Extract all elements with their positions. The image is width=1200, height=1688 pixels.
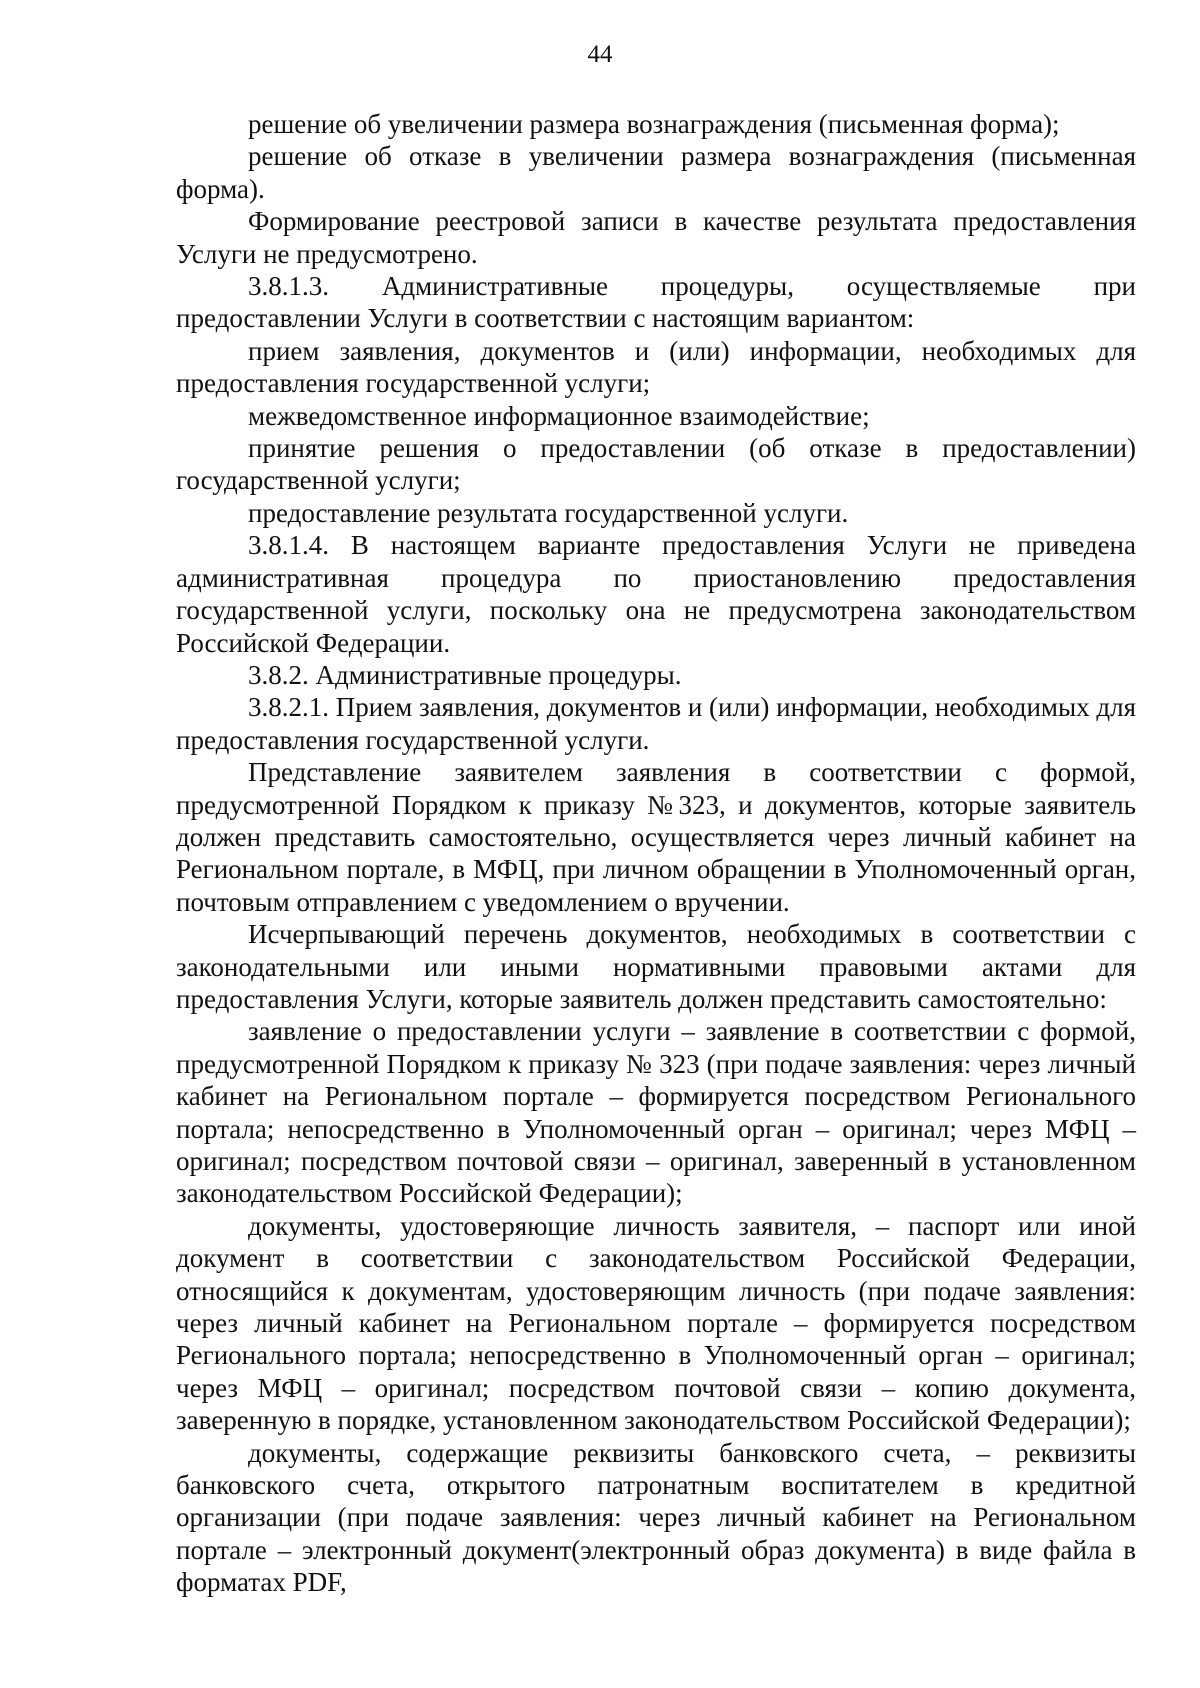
page-number: 44 — [587, 41, 613, 68]
paragraph: документы, содержащие реквизиты банковского счета, – реквизиты банковского счета, открытого патронатным воспитателем в кредитной организации (при подаче заявления: через личный кабинет на Региональном портале – электронный документ(электронный образ документа) в виде файла в форматах PDF, — [176, 1437, 1136, 1598]
paragraph: предоставление результата государственной услуги. — [248, 497, 849, 528]
paragraph: 3.8.1.4. В настоящем варианте предоставления Услуги не приведена административная процедура по приостановлению предоставления государственной услуги, поскольку она не предусмотрена законодательством Российской Федерации. — [176, 530, 1136, 658]
paragraph: решение об увеличении размера вознаграждения (письменная форма); — [248, 109, 1060, 139]
paragraph: 3.8.2. Административные процедуры. — [248, 659, 682, 690]
paragraph: межведомственное информационное взаимодействие; — [248, 400, 870, 431]
paragraph: 3.8.2.1. Прием заявления, документов и (или) информации, необходимых для предоставления государственной услуги. — [176, 692, 1136, 755]
paragraph: решение об отказе в увеличении размера вознаграждения (письменная форма). — [176, 141, 1136, 204]
document-body — [176, 108, 1136, 1599]
paragraph: заявление о предоставлении услуги – заявление в соответствии с формой, предусмотренной Порядком к приказу № 323 (при подаче заявления: через личный кабинет на Региональном портале – формируется посредством Регионального портала; непосредственно в Уполномоченный орган – оригинал; через МФЦ – оригинал; посредством почтовой связи – оригинал, заверенный в установленном законодательством Российской Федерации); — [176, 1016, 1136, 1209]
paragraph: Представление заявителем заявления в соответствии с формой, предусмотренной Порядком к приказу №323, и документов, которые заявитель должен представить самостоятельно, осуществляется через личный кабинет на Региональном портале, в МФЦ, при личном обращении в Уполномоченный орган, почтовым отправлением с уведомлением о вручении. — [176, 757, 1136, 917]
paragraph: Формирование реестровой записи в качестве результата предоставления Услуги не предусмотрено. — [176, 206, 1136, 269]
paragraph: документы, удостоверяющие личность заявителя, – паспорт или иной документ в соответствии с законодательством Российской Федерации, относящийся к документам, удостоверяющим личность (при подаче заявления: через личный кабинет на Региональном портале – формируется посредством Регионального портала; непосредственно в Уполномоченный орган – оригинал; через МФЦ – оригинал; посредством почтовой связи – копию документа, заверенную в порядке, установленном законодательством Российской Федерации); — [176, 1210, 1136, 1436]
paragraph: Исчерпывающий перечень документов, необходимых в соответствии с законодательными или иными нормативными правовыми актами для предоставления Услуги, которые заявитель должен представить самостоятельно: — [176, 919, 1136, 1014]
paragraph: принятие решения о предоставлении (об отказе в предоставлении) государственной услуги; — [176, 433, 1136, 496]
paragraph: 3.8.1.3. Административные процедуры, осуществляемые при предоставлении Услуги в соответствии с настоящим вариантом: — [176, 271, 1136, 334]
paragraph: прием заявления, документов и (или) информации, необходимых для предоставления государственной услуги; — [176, 335, 1136, 399]
